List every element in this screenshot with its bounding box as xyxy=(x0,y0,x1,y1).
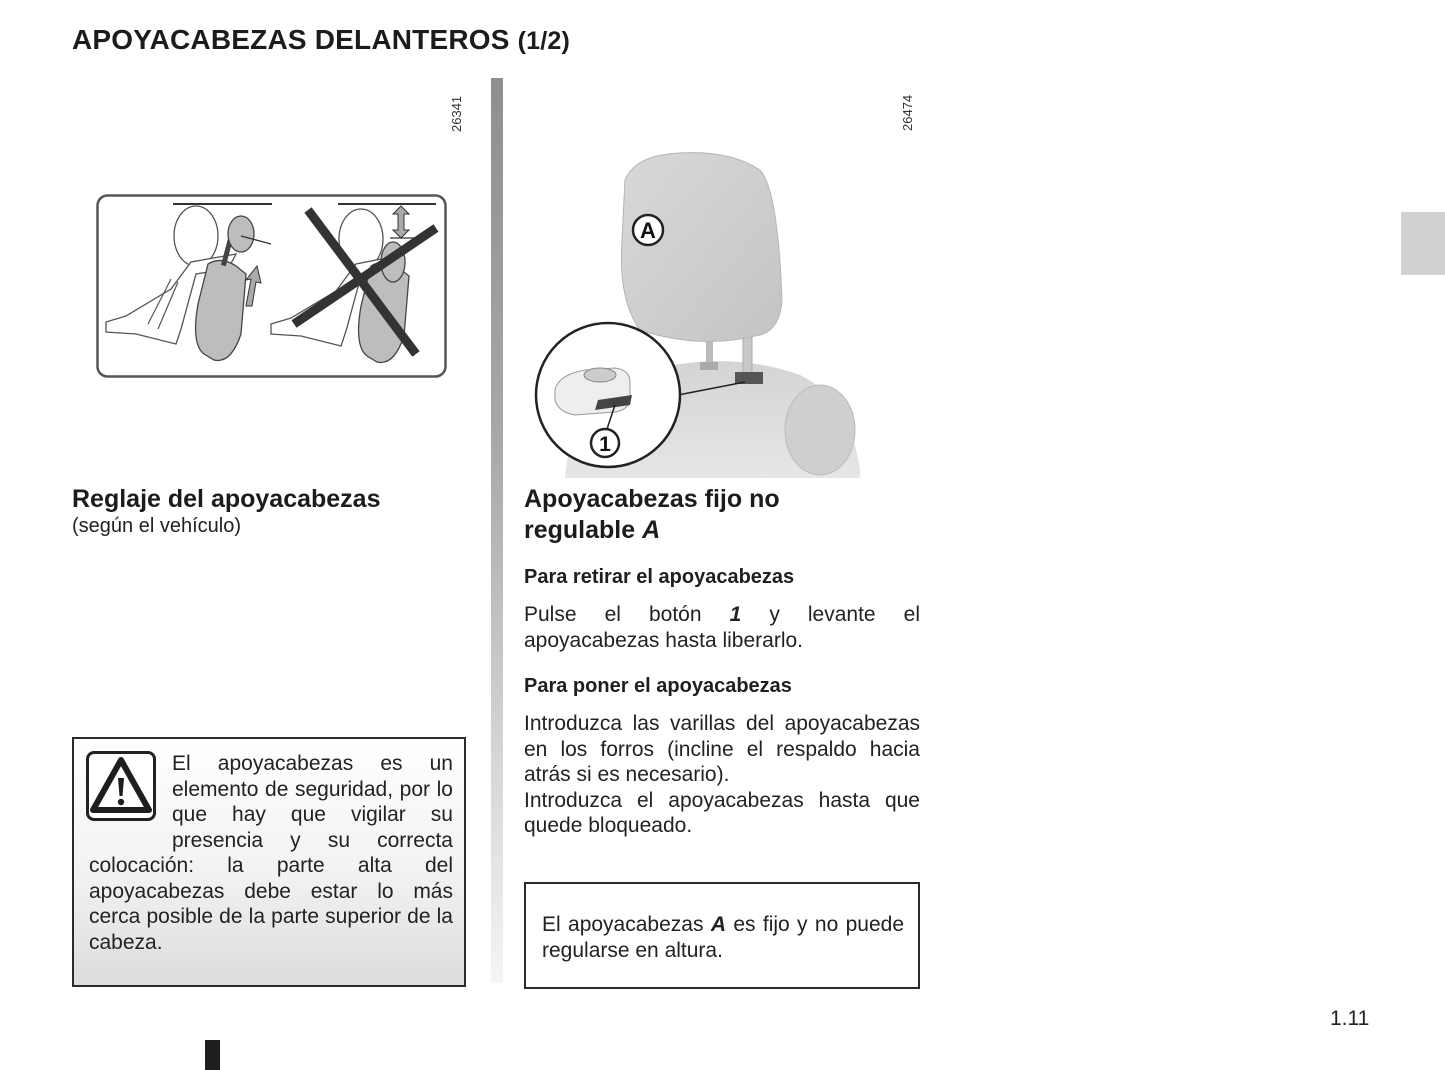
svg-text:A: A xyxy=(640,218,656,243)
headrest-adjustment-illustration xyxy=(96,194,447,378)
section-subtitle-adjustment: (según el vehículo) xyxy=(72,515,241,537)
section-title-line2: regulable A xyxy=(524,516,661,544)
illustration-code-right: 26474 xyxy=(900,94,915,131)
note-ref: A xyxy=(710,913,726,936)
warning-text: El apoyacabezas es un elemento de seguridad, por lo que hay que vigilar su presencia y su correcta colocación: la parte alta del apoyacabezas debe estar lo más cerca posible de la parte superior de la cabeza. xyxy=(89,752,453,954)
warning-text-container xyxy=(89,751,453,955)
headrest-photo-icon xyxy=(530,150,870,478)
note-text: El apoyacabezas A es fijo y no puede regularse en altura. xyxy=(542,913,905,962)
note-box xyxy=(524,882,920,989)
fixed-headrest-illustration xyxy=(530,150,870,478)
page-part: (1/2) xyxy=(517,27,571,55)
page-number: 1.11 xyxy=(1330,1007,1370,1030)
seat-diagram-icon xyxy=(96,194,447,378)
section-title-fixed-headrest xyxy=(524,484,924,546)
illustration-code-left: 26341 xyxy=(449,95,464,132)
install-step-2: Introduzca el apoyacabezas hasta que quede bloqueado. xyxy=(524,788,920,837)
section-title-line1: Apoyacabezas fijo no xyxy=(524,485,780,513)
install-heading: Para poner el apoyacabezas xyxy=(524,675,792,697)
section-title-ref: A xyxy=(642,516,661,544)
column-divider xyxy=(491,78,503,983)
remove-heading: Para retirar el apoyacabezas xyxy=(524,566,795,588)
section-title-adjustment: Reglaje del apoyacabezas xyxy=(72,485,381,513)
install-instructions xyxy=(524,711,920,839)
page-title-text: APOYACABEZAS DELANTEROS xyxy=(72,24,510,55)
remove-instructions: Pulse el botón 1 y levante el apoyacabezas hasta liberarlo. xyxy=(524,603,920,652)
button-ref: 1 xyxy=(729,603,742,626)
page-title xyxy=(72,24,570,56)
chapter-tab-marker xyxy=(1401,212,1445,275)
install-step-1: Introduzca las varillas del apoyacabezas en los forros (incline el respaldo hacia atrás si es necesario). xyxy=(524,712,920,786)
warning-box xyxy=(72,737,466,987)
svg-text:1: 1 xyxy=(599,433,611,456)
print-mark xyxy=(205,1040,220,1070)
